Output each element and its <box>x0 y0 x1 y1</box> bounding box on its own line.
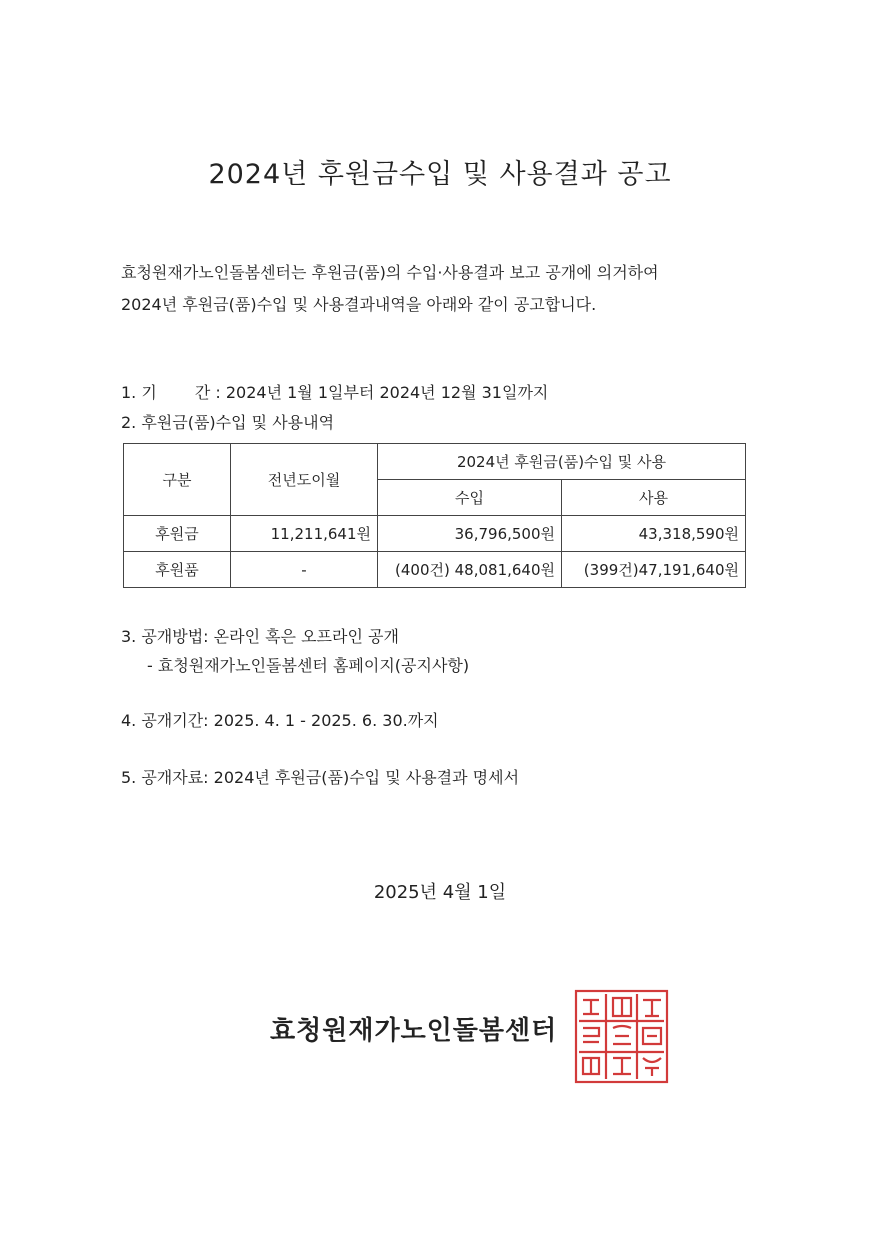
intro-line-1: 효청원재가노인돌봄센터는 후원금(품)의 수입·사용결과 보고 공개에 의거하여 <box>121 263 659 282</box>
section-3-sub: - 효청원재가노인돌봄센터 홈페이지(공지사항) <box>147 656 470 675</box>
intro-paragraph <box>121 257 781 321</box>
header-category: 구분 <box>124 444 231 516</box>
row-usage: 43,318,590원 <box>562 516 746 552</box>
row-income: 36,796,500원 <box>378 516 562 552</box>
period-label-b: 간 <box>194 383 211 402</box>
section-4-label: 4. 공개기간: 2025. 4. 1 - 2025. 6. 30.까지 <box>121 711 439 730</box>
donation-table <box>123 443 746 588</box>
intro-line-2: 2024년 후원금(품)수입 및 사용결과내역을 아래와 같이 공고합니다. <box>121 295 597 314</box>
section-3-label: 3. 공개방법: 온라인 혹은 오프라인 공개 <box>121 627 399 646</box>
organization-name: 효청원재가노인돌봄센터 <box>270 1016 558 1046</box>
section-2-label: 2. 후원금(품)수입 및 사용내역 <box>121 413 335 432</box>
page-title: 2024년 후원금수입 및 사용결과 공고 <box>208 159 672 190</box>
row-carryover: 11,211,641원 <box>231 516 378 552</box>
header-income: 수입 <box>378 480 562 516</box>
row-carryover: - <box>231 552 378 588</box>
table-row <box>124 516 746 552</box>
period-value: : 2024년 1월 1일부터 2024년 12월 31일까지 <box>215 383 549 402</box>
issue-date: 2025년 4월 1일 <box>373 882 507 903</box>
row-category: 후원품 <box>124 552 231 588</box>
row-usage: (399건)47,191,640원 <box>562 552 746 588</box>
row-category: 후원금 <box>124 516 231 552</box>
row-income: (400건) 48,081,640원 <box>378 552 562 588</box>
header-carryover: 전년도이월 <box>231 444 378 516</box>
official-seal-icon <box>573 988 670 1085</box>
period-label-a: 1. 기 <box>121 383 157 402</box>
header-group: 2024년 후원금(품)수입 및 사용 <box>378 444 746 480</box>
header-usage: 사용 <box>562 480 746 516</box>
table-row <box>124 552 746 588</box>
section-5-label: 5. 공개자료: 2024년 후원금(품)수입 및 사용결과 명세서 <box>121 768 520 787</box>
period-line <box>121 380 548 403</box>
